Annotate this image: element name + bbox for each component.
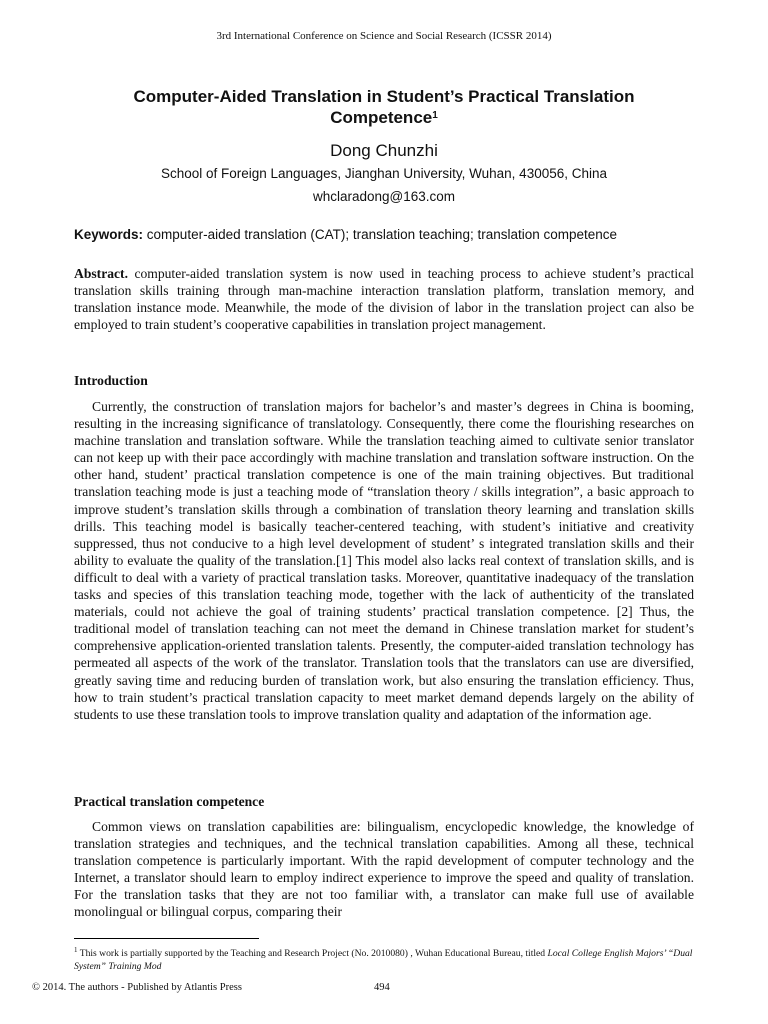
keywords-label: Keywords:: [74, 227, 144, 242]
footer-copyright: © 2014. The authors - Published by Atlantis Press: [32, 982, 242, 993]
author-affiliation: School of Foreign Languages, Jianghan University, Wuhan, 430056, China: [160, 166, 608, 181]
author-email: whclaradong@163.com: [312, 189, 456, 204]
footnote-divider: [74, 938, 259, 939]
title-line-1: Computer-Aided Translation in Student’s Practical Translation: [133, 87, 635, 106]
title-line-2: Competence: [330, 108, 433, 127]
footnote: [74, 944, 694, 973]
keywords-text: computer-aided translation (CAT); translation teaching; translation competence: [146, 227, 618, 242]
abstract-label: Abstract.: [74, 266, 128, 281]
abstract-text: computer-aided translation system is now used in teaching process to achieve student’s practical translation skills training through man-machine interaction translation platform, translation memory, and translation instance mode. Meanwhile, the mode of the division of labor in the translation project can also be employed to train student’s cooperative capabilities in translation project management.: [74, 266, 694, 333]
footnote-text: This work is partially supported by the Teaching and Research Project (No. 2010080) , Wuhan Educational Bureau, titled: [77, 948, 548, 960]
section-heading-practical-translation-competence: Practical translation competence: [74, 794, 265, 809]
title-footnote-mark: 1: [432, 110, 438, 121]
footnote-mark: 1: [74, 946, 78, 954]
footer-page-number: 494: [374, 982, 390, 993]
footnote-italic-title: Local College English Majors’ “Dual System” Training Mod: [74, 948, 693, 973]
author-name: Dong Chunzhi: [330, 141, 438, 160]
abstract: [74, 265, 694, 333]
paper-title: [60, 86, 708, 128]
introduction-paragraph: Currently, the construction of translation majors for bachelor’s and master’s degrees in China is booming, resulting in the increasing significance of translatology. Consequently, there come the flourishing researches on machine translation and translation software. While the translation teaching aimed to cultivate senior translator can not keep up with their pace accordingly with machine translation and translation software instruction. On the other hand, student’ practical translation competence is one of the main training objectives. But traditional translation teaching mode is just a teaching mode of “translation theory / skills integration”, a basic approach to improve student’s translation skills through a combination of translation theory learning and translation skills drills. This teaching model is basically teacher-centered teaching, with student’s initiative and creativity suppressed, thus not conducive to a high level development of student’ s integrated translation skills and their ability to evaluate the quality of the translation.[1] This model also lacks real context of translation skills, and is difficult to deal with a variety of practical translation tasks. Moreover, quantitative inadequacy of the translation tasks and species of this translation teaching mode, together with the lack of authenticity of the translated materials, could not achieve the goal of training students’ practical translation competence. [2] Thus, the traditional model of translation teaching can not meet the demand in Chinese translation market for student’s comprehensive application-oriented translation talents. Presently, the computer-aided translation technology has permeated all aspects of the work of the translator. Translation tools that the translators can use are diversified, greatly saving time and reducing burden of translation work, but also ensuring the translation efficiency. Thus, how to train student’s practical translation capacity to meet market demand depends largely on the ability of students to use these translation tools to improve translation quality and adaptation of the information age.: [74, 399, 694, 722]
practical-competence-paragraph: Common views on translation capabilities are: bilingualism, encyclopedic knowledge, the knowledge of translation strategies and techniques, and the technical translation capabilities. Among all these, technical translation competence is particularly important. With the rapid development of computer technology and the Internet, a translator should learn to employ indirect experience to improve the speed and quality of translation. For the translation tasks that they are not too familiar with, a translator can make full use of available monolingual or bilingual corpus, comparing their: [74, 819, 694, 920]
section-heading-introduction: Introduction: [74, 373, 148, 388]
keywords: [74, 227, 708, 242]
conference-header: 3rd International Conference on Science and Social Research (ICSSR 2014): [216, 30, 552, 42]
